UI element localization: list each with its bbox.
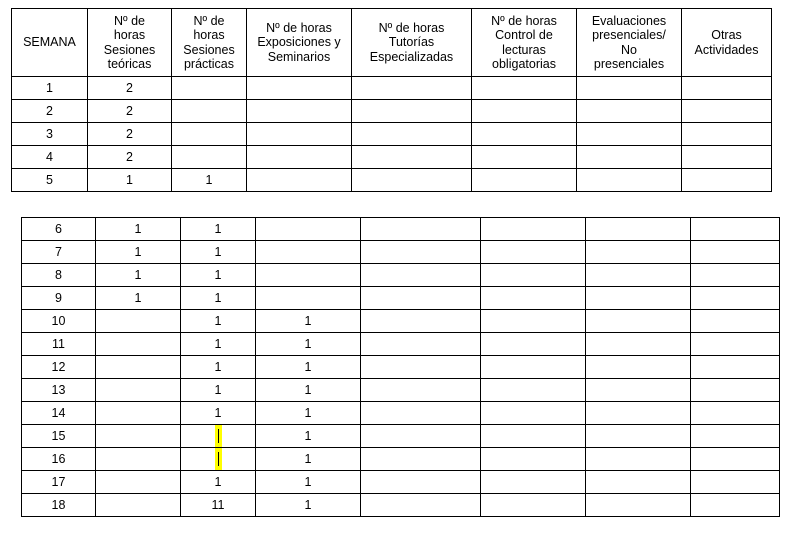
week-number-cell: 13 xyxy=(22,379,96,402)
header-evaluaciones xyxy=(577,9,682,77)
hours-cell xyxy=(586,494,691,517)
week-number-cell: 2 xyxy=(12,100,88,123)
header-sesiones-practicas xyxy=(172,9,247,77)
header-text-line: Actividades xyxy=(694,42,759,57)
week-row xyxy=(12,100,772,123)
hours-cell xyxy=(96,494,181,517)
hours-cell: 1 xyxy=(96,287,181,310)
hours-cell xyxy=(682,100,772,123)
hours-cell xyxy=(96,310,181,333)
hours-cell xyxy=(361,241,481,264)
header-text-line: Seminarios xyxy=(267,49,331,64)
hours-cell xyxy=(691,218,780,241)
header-text-line: Exposiciones y xyxy=(257,35,341,50)
hours-cell xyxy=(481,379,586,402)
week-number-cell: 12 xyxy=(22,356,96,379)
hours-cell xyxy=(577,146,682,169)
week-number-cell: 10 xyxy=(22,310,96,333)
week-row xyxy=(12,146,772,169)
header-text-line: prácticas xyxy=(183,57,235,71)
header-text-line: Sesiones xyxy=(183,42,235,57)
schedule-table-header-part xyxy=(11,8,772,192)
week-row xyxy=(22,402,780,425)
week-number-cell: 17 xyxy=(22,471,96,494)
hours-cell xyxy=(691,356,780,379)
hours-cell: 2 xyxy=(88,100,172,123)
hours-cell: 2 xyxy=(88,77,172,100)
header-text-line: Especializadas xyxy=(369,49,454,64)
hours-cell: 1 xyxy=(96,264,181,287)
hours-cell: 1 xyxy=(256,333,361,356)
hours-cell xyxy=(577,100,682,123)
header-text-line: presenciales xyxy=(593,57,665,71)
hours-cell xyxy=(481,264,586,287)
hours-cell xyxy=(691,379,780,402)
header-text-line: Evaluaciones xyxy=(591,13,667,28)
hours-cell xyxy=(361,264,481,287)
hours-cell xyxy=(256,218,361,241)
hours-cell xyxy=(682,146,772,169)
hours-cell xyxy=(682,77,772,100)
hours-cell xyxy=(472,146,577,169)
hours-cell xyxy=(481,310,586,333)
hours-cell xyxy=(586,448,691,471)
hours-cell: 1 xyxy=(181,402,256,425)
week-number-cell: 18 xyxy=(22,494,96,517)
hours-cell xyxy=(172,77,247,100)
hours-cell xyxy=(361,402,481,425)
week-number-cell: 6 xyxy=(22,218,96,241)
hours-cell xyxy=(481,241,586,264)
week-number-cell: 15 xyxy=(22,425,96,448)
hours-cell xyxy=(586,333,691,356)
hours-cell xyxy=(577,77,682,100)
header-text-line: horas xyxy=(193,28,225,42)
schedule-table-continuation xyxy=(21,217,780,517)
header-text-line: Sesiones xyxy=(103,42,156,57)
hours-cell xyxy=(352,146,472,169)
hours-cell xyxy=(682,169,772,192)
hours-cell xyxy=(481,471,586,494)
hours-cell xyxy=(691,494,780,517)
week-number-cell: 14 xyxy=(22,402,96,425)
hours-cell: 1 xyxy=(256,356,361,379)
hours-cell xyxy=(256,241,361,264)
hours-cell: 11 xyxy=(181,494,256,517)
hours-cell xyxy=(691,448,780,471)
week-row xyxy=(22,425,780,448)
header-tutorias-especializadas xyxy=(352,9,472,77)
hours-cell xyxy=(352,77,472,100)
hours-cell xyxy=(586,264,691,287)
hours-cell xyxy=(472,169,577,192)
week-row xyxy=(22,356,780,379)
week-number-cell: 11 xyxy=(22,333,96,356)
hours-cell xyxy=(247,169,352,192)
week-row xyxy=(22,494,780,517)
header-otras-actividades xyxy=(682,9,772,77)
week-row xyxy=(12,77,772,100)
week-number-cell: 1 xyxy=(12,77,88,100)
hours-cell xyxy=(481,287,586,310)
week-number-cell: 5 xyxy=(12,169,88,192)
hours-cell xyxy=(247,123,352,146)
hours-cell xyxy=(691,471,780,494)
hours-cell xyxy=(96,356,181,379)
header-text-line: Nº de horas xyxy=(491,13,557,28)
header-text-line: presenciales/ xyxy=(592,28,666,42)
hours-cell: 1 xyxy=(181,379,256,402)
header-text-line: No xyxy=(621,42,637,57)
hours-cell: 1 xyxy=(181,310,256,333)
week-row xyxy=(22,241,780,264)
hours-cell xyxy=(361,448,481,471)
hours-cell xyxy=(577,123,682,146)
hours-cell xyxy=(172,123,247,146)
hours-cell xyxy=(691,333,780,356)
hours-cell: 2 xyxy=(88,123,172,146)
hours-cell xyxy=(481,494,586,517)
hours-cell xyxy=(586,379,691,402)
hours-cell xyxy=(361,287,481,310)
header-text-line: Nº de horas xyxy=(266,20,332,35)
highlight-marker xyxy=(215,425,222,447)
hours-cell xyxy=(361,218,481,241)
hours-cell xyxy=(586,471,691,494)
week-number-cell: 3 xyxy=(12,123,88,146)
hours-cell xyxy=(682,123,772,146)
week-number-cell: 7 xyxy=(22,241,96,264)
hours-cell xyxy=(472,100,577,123)
header-text-line: Nº de xyxy=(193,13,225,28)
hours-cell xyxy=(691,402,780,425)
hours-cell: 1 xyxy=(256,471,361,494)
hours-cell xyxy=(586,402,691,425)
hours-cell xyxy=(361,425,481,448)
week-row xyxy=(12,169,772,192)
hours-cell xyxy=(691,287,780,310)
week-row xyxy=(12,123,772,146)
hours-cell xyxy=(361,310,481,333)
hours-cell xyxy=(586,425,691,448)
hours-cell xyxy=(96,471,181,494)
hours-cell xyxy=(181,448,256,471)
week-number-cell: 9 xyxy=(22,287,96,310)
hours-cell: 1 xyxy=(181,356,256,379)
hours-cell: 1 xyxy=(256,310,361,333)
hours-cell: 1 xyxy=(181,333,256,356)
hours-cell xyxy=(586,218,691,241)
hours-cell xyxy=(691,241,780,264)
header-sesiones-teoricas xyxy=(88,9,172,77)
hours-cell: 1 xyxy=(256,494,361,517)
hours-cell: 1 xyxy=(256,379,361,402)
header-text-line: lecturas xyxy=(502,42,546,57)
hours-cell xyxy=(481,356,586,379)
hours-cell xyxy=(361,494,481,517)
hours-cell xyxy=(472,123,577,146)
weeks-6-18 xyxy=(22,218,780,517)
header-text-line: SEMANA xyxy=(23,35,76,50)
hours-cell xyxy=(247,100,352,123)
hours-cell xyxy=(361,333,481,356)
header-row xyxy=(12,9,772,77)
hours-cell xyxy=(96,448,181,471)
hours-cell xyxy=(691,425,780,448)
header-text-line: Nº de horas xyxy=(378,20,445,35)
hours-cell: 1 xyxy=(181,218,256,241)
hours-cell xyxy=(586,310,691,333)
header-text-line: Control de xyxy=(495,28,553,42)
hours-cell: 1 xyxy=(256,402,361,425)
hours-cell: 1 xyxy=(96,218,181,241)
week-row xyxy=(22,471,780,494)
hours-cell: 1 xyxy=(256,448,361,471)
hours-cell: 2 xyxy=(88,146,172,169)
header-text-line: horas xyxy=(113,28,146,42)
week-row xyxy=(22,287,780,310)
hours-cell xyxy=(361,356,481,379)
hours-cell xyxy=(172,100,247,123)
hours-cell xyxy=(481,448,586,471)
header-text-line: Otras xyxy=(711,28,742,42)
week-row xyxy=(22,333,780,356)
hours-cell: 1 xyxy=(181,287,256,310)
hours-cell xyxy=(352,123,472,146)
hours-cell xyxy=(586,356,691,379)
highlight-marker xyxy=(215,448,222,470)
hours-cell: 1 xyxy=(88,169,172,192)
hours-cell xyxy=(361,471,481,494)
hours-cell xyxy=(256,264,361,287)
hours-cell: 1 xyxy=(256,425,361,448)
week-row xyxy=(22,264,780,287)
hours-cell xyxy=(481,333,586,356)
hours-cell: 1 xyxy=(181,471,256,494)
hours-cell xyxy=(472,77,577,100)
hours-cell xyxy=(691,310,780,333)
hours-cell xyxy=(352,100,472,123)
week-number-cell: 4 xyxy=(12,146,88,169)
hours-cell xyxy=(481,402,586,425)
week-row xyxy=(22,448,780,471)
hours-cell xyxy=(96,402,181,425)
week-number-cell: 16 xyxy=(22,448,96,471)
hours-cell xyxy=(96,379,181,402)
header-semana xyxy=(12,9,88,77)
header-exposiciones-seminarios xyxy=(247,9,352,77)
hours-cell xyxy=(352,169,472,192)
hours-cell xyxy=(247,146,352,169)
hours-cell: 1 xyxy=(172,169,247,192)
hours-cell xyxy=(586,241,691,264)
hours-cell xyxy=(96,425,181,448)
hours-cell xyxy=(481,218,586,241)
hours-cell xyxy=(481,425,586,448)
hours-cell xyxy=(691,264,780,287)
hours-cell: 1 xyxy=(181,264,256,287)
week-row xyxy=(22,379,780,402)
week-row xyxy=(22,218,780,241)
hours-cell xyxy=(247,77,352,100)
header-text-line: obligatorias xyxy=(492,57,556,71)
hours-cell: 1 xyxy=(96,241,181,264)
header-text-line: teóricas xyxy=(107,57,152,71)
hours-cell xyxy=(181,425,256,448)
hours-cell xyxy=(172,146,247,169)
weeks-1-5 xyxy=(12,77,772,192)
header-text-line: Nº de xyxy=(114,13,145,28)
header-text-line: Tutorías xyxy=(388,35,435,50)
hours-cell: 1 xyxy=(181,241,256,264)
hours-cell xyxy=(586,287,691,310)
header-control-lecturas xyxy=(472,9,577,77)
hours-cell xyxy=(256,287,361,310)
hours-cell xyxy=(96,333,181,356)
hours-cell xyxy=(577,169,682,192)
week-row xyxy=(22,310,780,333)
week-number-cell: 8 xyxy=(22,264,96,287)
hours-cell xyxy=(361,379,481,402)
